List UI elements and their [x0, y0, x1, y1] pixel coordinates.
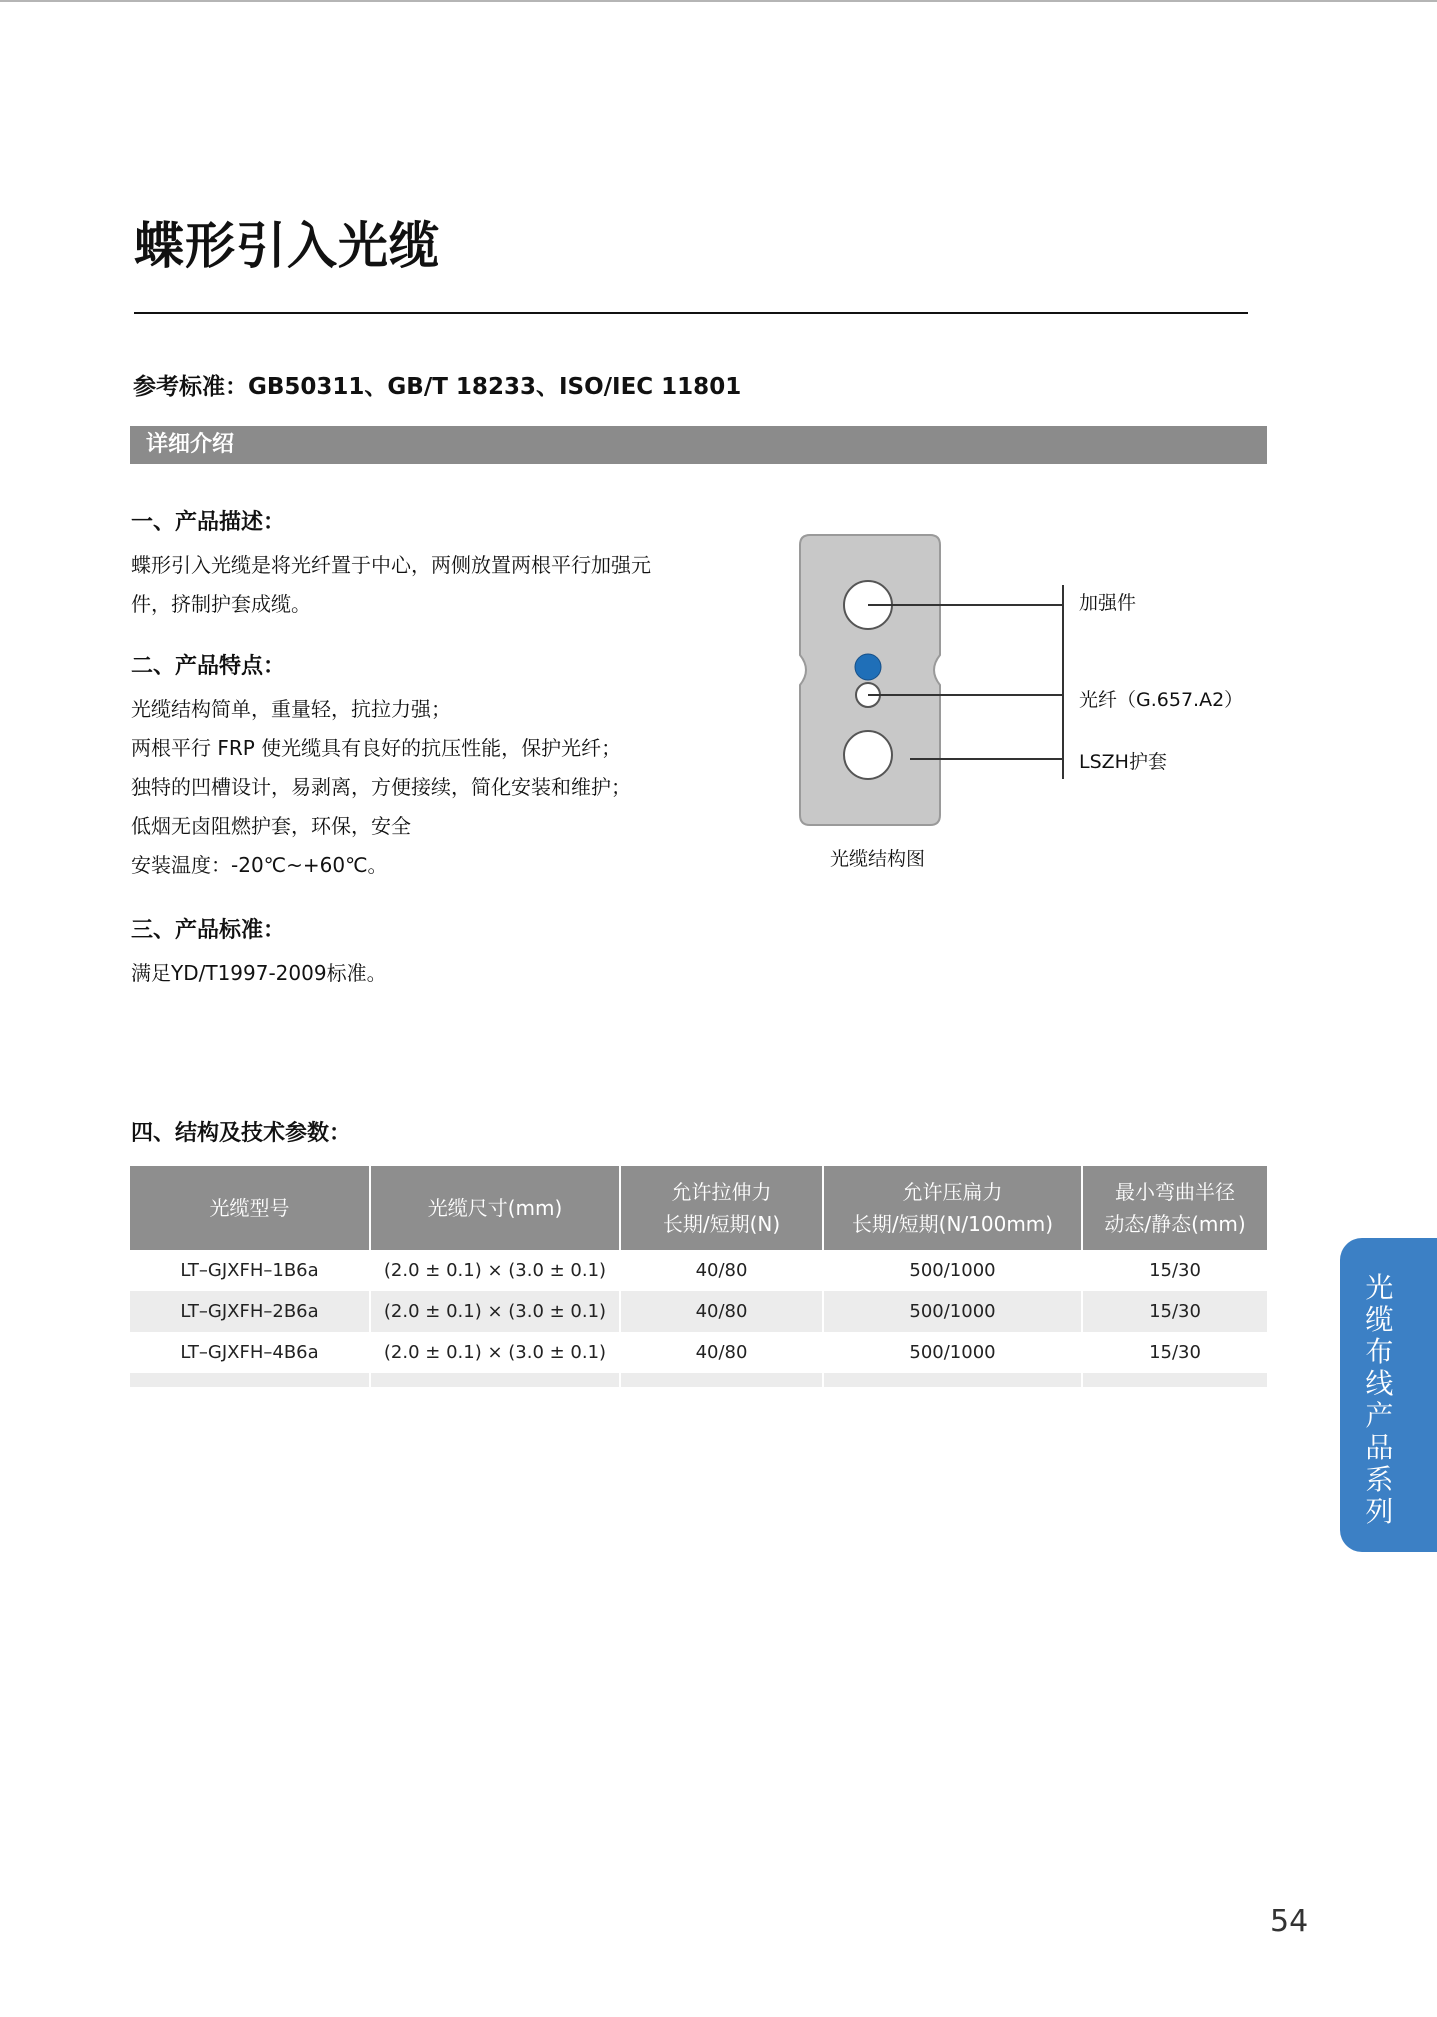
- page-number: 54: [1270, 1904, 1309, 1939]
- header-size: [370, 1166, 620, 1250]
- header-line: 动态/静态(mm): [1104, 1212, 1246, 1236]
- header-crush: [823, 1166, 1082, 1250]
- table-cell-empty: [1082, 1373, 1267, 1387]
- table-cell: LT–GJXFH–1B6a: [130, 1250, 370, 1291]
- section-features: [131, 652, 751, 885]
- section-description-line: 件，挤制护套成缆。: [131, 592, 311, 616]
- table-cell: 40/80: [620, 1250, 823, 1291]
- table-cell: (2.0 ± 0.1) × (3.0 ± 0.1): [370, 1250, 620, 1291]
- header-line: 光缆尺寸(mm): [427, 1196, 563, 1220]
- side-tab-label: 光缆布线产品系列: [1365, 1271, 1394, 1528]
- header-bend-radius: [1082, 1166, 1267, 1250]
- table-cell-empty: [620, 1373, 823, 1387]
- header-line: 长期/短期(N/100mm): [851, 1212, 1054, 1236]
- section-description-title: 一、产品描述：: [131, 510, 286, 535]
- section-standard: [131, 916, 751, 993]
- detail-section-bar: [130, 426, 1267, 464]
- header-model: [130, 1166, 370, 1250]
- table-row: [130, 1332, 1267, 1373]
- cable-structure-diagram: [790, 525, 1270, 875]
- section-features-title: 二、产品特点：: [131, 654, 286, 679]
- table-cell: 15/30: [1082, 1291, 1267, 1332]
- table-cell-empty: [130, 1373, 370, 1387]
- table-row: [130, 1250, 1267, 1291]
- detail-bar-label: 详细介绍: [146, 432, 235, 457]
- table-cell: 500/1000: [823, 1332, 1082, 1373]
- table-cell: 15/30: [1149, 1260, 1201, 1281]
- section-standard-title: 三、产品标准：: [131, 918, 286, 943]
- table-cell-empty: [823, 1373, 1082, 1387]
- diagram-caption: 光缆结构图: [830, 848, 926, 870]
- header-line: 最小弯曲半径: [1115, 1180, 1235, 1204]
- table-cell: 500/1000: [823, 1250, 1082, 1291]
- label-fiber: 光纤（G.657.A2）: [1079, 689, 1244, 711]
- section-description-line: 蝶形引入光缆是将光纤置于中心，两侧放置两根平行加强元: [131, 553, 651, 577]
- table-cell: LT–GJXFH–4B6a: [130, 1332, 370, 1373]
- section-features-line: 低烟无卤阻燃护套，环保，安全: [131, 814, 411, 838]
- title-divider: [134, 312, 1248, 314]
- table-section-title: 四、结构及技术参数：: [131, 1121, 352, 1146]
- reference-standards: 参考标准：GB50311、GB/T 18233、ISO/IEC 11801: [133, 374, 742, 400]
- section-features-line: 安装温度：-20℃~+60℃。: [131, 853, 388, 877]
- header-line: 允许拉伸力: [671, 1180, 772, 1204]
- table-cell: 15/30: [1149, 1342, 1201, 1363]
- table-cell: (2.0 ± 0.1) × (3.0 ± 0.1): [370, 1291, 620, 1332]
- label-strength-member: 加强件: [1079, 592, 1137, 614]
- table-row: [130, 1291, 1267, 1332]
- table-cell: 40/80: [620, 1332, 823, 1373]
- header-line: 长期/短期(N): [662, 1212, 781, 1236]
- header-line: 光缆型号: [209, 1196, 290, 1220]
- side-category-tab: [1340, 1238, 1437, 1552]
- section-features-line: 两根平行 FRP 使光缆具有良好的抗压性能，保护光纤；: [131, 736, 622, 760]
- table-cell-empty: [370, 1373, 620, 1387]
- label-jacket: LSZH护套: [1079, 751, 1167, 773]
- header-line: 允许压扁力: [902, 1180, 1003, 1204]
- table-cell: 500/1000: [823, 1291, 1082, 1332]
- strength-member-bottom: [844, 731, 892, 779]
- header-tensile: [620, 1166, 823, 1250]
- fiber-core: [855, 654, 881, 680]
- table-cell: 40/80: [620, 1291, 823, 1332]
- table-header-row: [130, 1166, 1267, 1250]
- table-row-empty: [130, 1373, 1267, 1387]
- section-standard-line: 满足YD/T1997-2009标准。: [131, 961, 387, 985]
- section-features-line: 光缆结构简单，重量轻，抗拉力强；: [131, 697, 451, 721]
- section-description: [131, 508, 751, 624]
- section-features-line: 独特的凹槽设计，易剥离，方便接续，简化安装和维护；: [131, 775, 631, 799]
- table-cell: LT–GJXFH–2B6a: [130, 1291, 370, 1332]
- table-cell: (2.0 ± 0.1) × (3.0 ± 0.1): [370, 1332, 620, 1373]
- top-border: [0, 0, 1437, 2]
- spec-table: [130, 1166, 1267, 1387]
- page-title: 蝶形引入光缆: [134, 217, 440, 275]
